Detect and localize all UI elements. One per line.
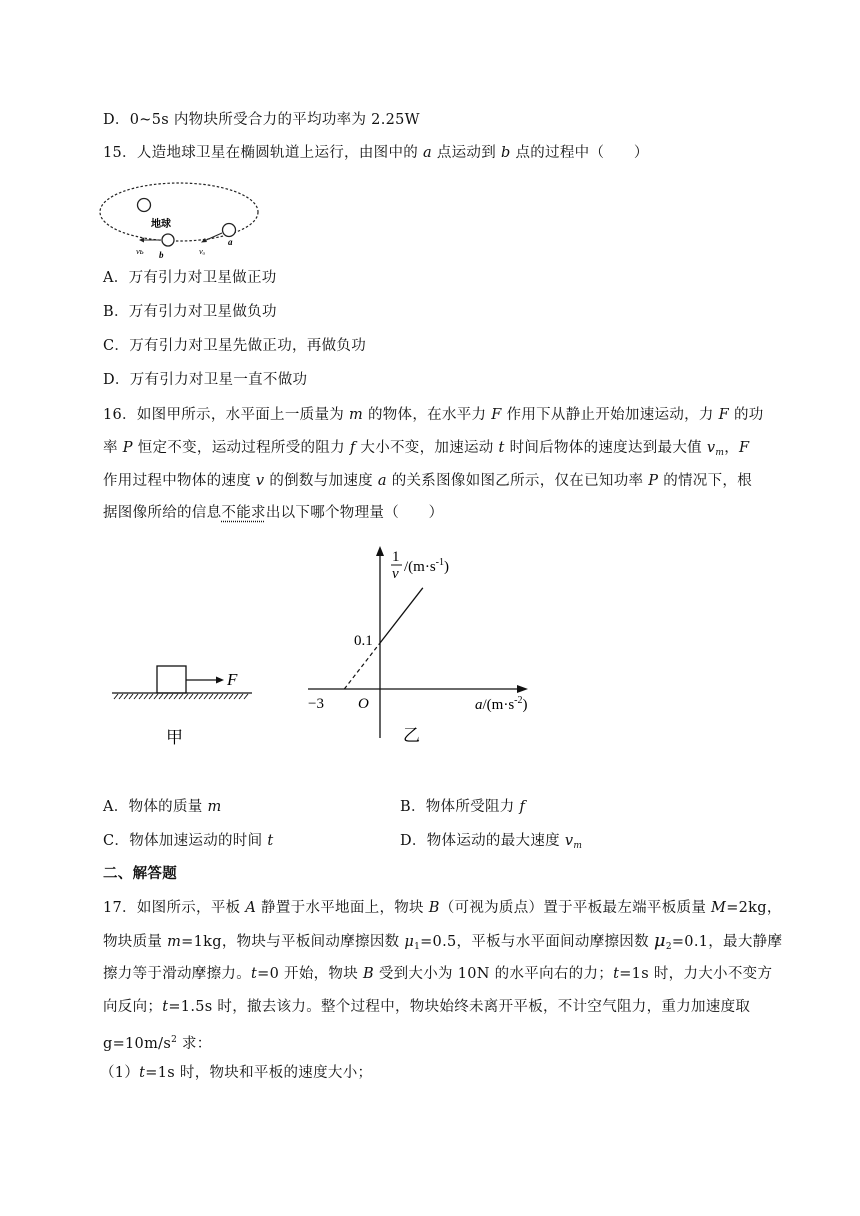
subscript: 2 — [665, 942, 672, 952]
y-label-numerator: 1 — [392, 549, 400, 565]
text: 擦力等于滑动摩擦力。 — [103, 966, 251, 982]
q14-option-d: D．0~5s 内物块所受合力的平均功率为 2.25W — [103, 112, 420, 128]
subscript: m — [715, 448, 725, 458]
var-t: t — [139, 1065, 146, 1081]
arrowhead — [201, 238, 207, 243]
line-solid-segment — [380, 588, 423, 643]
earth-circle — [138, 199, 151, 212]
var-P: P — [122, 440, 133, 456]
text: =1s 时，力大小不变方 — [619, 966, 773, 982]
text: 物块质量 — [103, 934, 168, 950]
text: 作用下从静止开始加速运动，力 — [501, 407, 719, 423]
text: 的情况下，根 — [658, 473, 752, 489]
y-label-denominator: v — [392, 566, 399, 582]
subscript: m — [573, 841, 583, 851]
label-b: b — [159, 250, 164, 260]
y-axis-arrowhead — [376, 546, 384, 556]
origin-label: O — [358, 696, 369, 712]
text: ， — [724, 440, 740, 456]
section-title: 二、解答题 — [103, 866, 177, 882]
text: A．物体的质量 — [103, 799, 208, 815]
satellite-a — [223, 224, 236, 237]
text: （1） — [100, 1065, 140, 1081]
var-F: F — [718, 407, 730, 423]
q16-line-3 — [103, 471, 752, 491]
q15-option-d: D．万有引力对卫星一直不做功 — [103, 372, 308, 388]
subscript: 1 — [414, 942, 421, 952]
text: 受到大小为 10N 的水平向右的力； — [373, 966, 614, 982]
text: =0.5，平板与水平面间动摩擦因数 — [420, 934, 654, 950]
q17-sub-question-1 — [100, 1063, 372, 1083]
var-t: t — [498, 440, 505, 456]
text: 的倒数与加速度 — [264, 473, 378, 489]
q16-option-c — [103, 831, 273, 851]
var-P: P — [648, 473, 659, 489]
var-v: v — [706, 440, 716, 456]
text: =0.1，最大静摩 — [671, 934, 783, 950]
var-t: t — [251, 966, 258, 982]
block — [157, 666, 186, 693]
x-axis-label: $a/(m\cdot s^{-2})$ — [475, 695, 528, 713]
var-F: F — [491, 407, 502, 423]
q17-line-4 — [103, 997, 750, 1017]
var-a: a — [422, 145, 432, 161]
var-v: v — [255, 473, 265, 489]
text: 率 — [103, 440, 123, 456]
text: （可视为质点）置于平板最左端平板质量 — [439, 900, 712, 916]
var-v: v — [564, 833, 574, 849]
text: 16．如图甲所示，水平面上一质量为 — [103, 407, 349, 423]
text: D．物体运动的最大速度 — [400, 833, 565, 849]
text: 的关系图像如图乙所示，仅在已知功率 — [386, 473, 649, 489]
caption-jia: 甲 — [166, 728, 183, 747]
text: 15．人造地球卫星在椭圆轨道上运行，由图中的 — [103, 145, 423, 161]
superscript: 2 — [171, 1035, 178, 1045]
q16-line-4 — [103, 503, 443, 523]
text: 点运动到 — [431, 145, 501, 161]
q15-option-a: A．万有引力对卫星做正功 — [103, 270, 277, 286]
q17-line-5 — [103, 1030, 212, 1054]
text: 恒定不变，运动过程所受的阻力 — [132, 440, 350, 456]
label-vb: vь — [136, 246, 144, 256]
text: 17．如图所示，平板 — [103, 900, 246, 916]
q16-line-2 — [103, 438, 749, 463]
var-t: t — [613, 966, 620, 982]
velocity-va-arrow — [204, 233, 222, 241]
text: 据图像所给的信息 — [103, 505, 222, 521]
text: =1s 时，物块和平板的速度大小； — [145, 1065, 373, 1081]
q15-option-b: B．万有引力对卫星做负功 — [103, 304, 277, 320]
x-axis-arrowhead — [517, 685, 528, 693]
var-t: t — [162, 999, 169, 1015]
q17-line-1 — [103, 898, 782, 918]
text: =1kg，物块与平板间动摩擦因数 — [181, 934, 405, 950]
y-intercept-label: 0.1 — [354, 633, 373, 649]
force-label: F — [227, 670, 238, 689]
q16-option-a — [103, 797, 222, 817]
caption-yi: 乙 — [403, 726, 420, 745]
earth-label: 地球 — [151, 219, 171, 230]
q17-line-2 — [103, 931, 782, 957]
var-m: m — [207, 799, 222, 815]
arrowhead — [216, 677, 224, 684]
var-B: B — [362, 966, 374, 982]
figure-yi-graph — [300, 540, 560, 750]
var-F: F — [739, 440, 750, 456]
x-intercept-label: −3 — [308, 696, 324, 712]
var-m: m — [167, 934, 182, 950]
text: 静置于水平地面上，物块 — [256, 900, 429, 916]
q16-option-b — [400, 797, 525, 817]
text: 大小不变，加速运动 — [355, 440, 499, 456]
q15-option-c: C．万有引力对卫星先做正功，再做负功 — [103, 338, 366, 354]
figure-jia — [110, 655, 260, 750]
q15-orbit-figure — [98, 178, 268, 260]
text: =1.5s 时，撤去该力。整个过程中，物块始终未离开平板，不计空气阻力，重力加速度取 — [168, 999, 751, 1015]
ground-hatching — [114, 694, 248, 699]
text: 点的过程中（ ） — [510, 145, 649, 161]
var-f: f — [349, 440, 356, 456]
text: 时间后物体的速度达到最大值 — [504, 440, 707, 456]
var-mu: μ — [653, 930, 666, 951]
satellite-b — [162, 234, 174, 246]
text: g=10m/s — [103, 1036, 172, 1052]
y-label-unit: $/(m\cdot s^{-1})$ — [404, 557, 450, 575]
text: 向反向； — [103, 999, 163, 1015]
q17-line-3 — [103, 964, 772, 984]
var-m: m — [348, 407, 364, 423]
text: 出以下哪个物理量（ ） — [265, 505, 444, 521]
text: 作用过程中物体的速度 — [103, 473, 256, 489]
q16-option-d — [400, 831, 582, 856]
line-dashed-extension — [344, 643, 380, 689]
emphasis-dots: 不能求 — [221, 505, 266, 521]
q15-stem — [103, 143, 649, 163]
var-A: A — [245, 900, 257, 916]
text: 的功 — [729, 407, 764, 423]
label-a: a — [228, 237, 233, 247]
var-M: M — [711, 900, 727, 916]
var-t: t — [267, 833, 274, 849]
q16-line-1 — [103, 405, 764, 425]
var-B: B — [428, 900, 440, 916]
var-b: b — [500, 145, 511, 161]
text: C．物体加速运动的时间 — [103, 833, 268, 849]
arrowhead — [139, 238, 144, 243]
var-a: a — [377, 473, 387, 489]
text: 的物体，在水平力 — [363, 407, 492, 423]
text: B．物体所受阻力 — [400, 799, 520, 815]
var-f: f — [519, 799, 526, 815]
var-mu: μ — [404, 934, 415, 950]
text: =0 开始，物块 — [257, 966, 363, 982]
label-va: vₐ — [199, 246, 206, 256]
text: 求： — [177, 1036, 212, 1052]
text: =2kg， — [726, 900, 782, 916]
